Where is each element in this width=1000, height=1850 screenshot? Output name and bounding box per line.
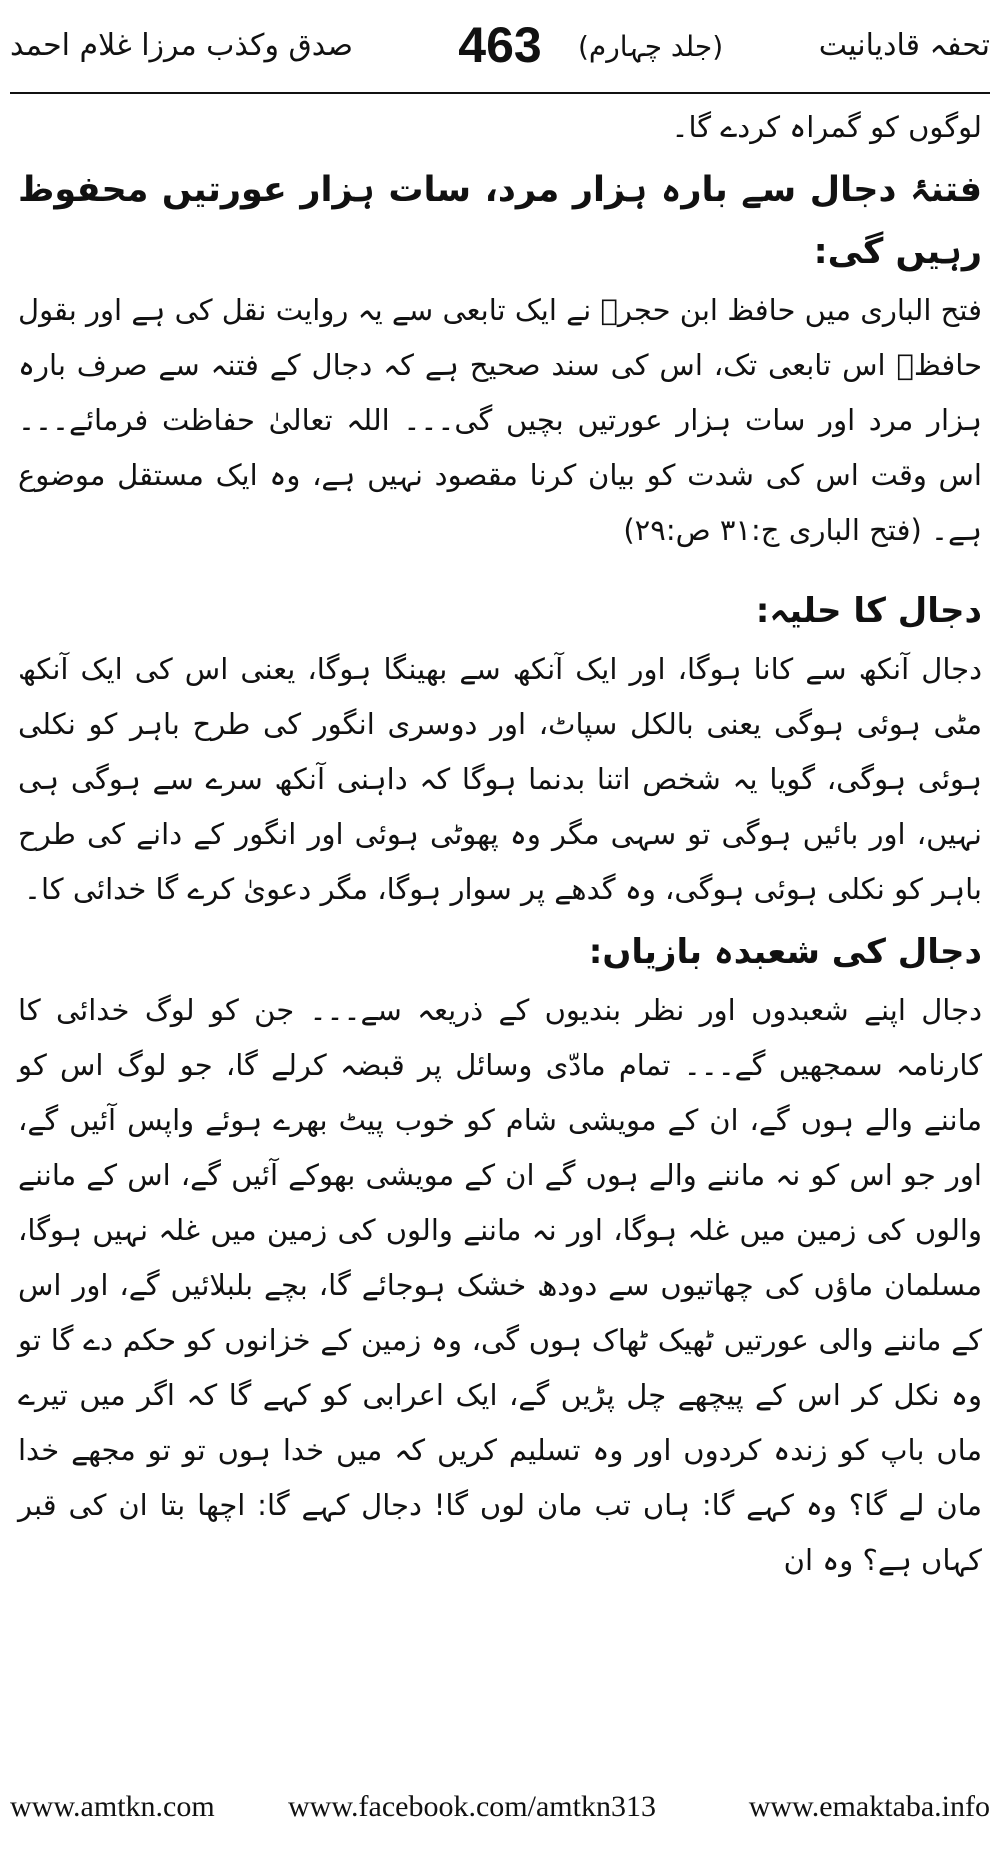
footer-link-facebook[interactable]: www.facebook.com/amtkn313 (288, 1790, 656, 1823)
section-heading-appearance: دجال کا حلیہ: (755, 591, 982, 631)
page-body (18, 100, 982, 1740)
paragraph-fitna (18, 283, 982, 558)
intro-line: لوگوں کو گمراہ کردے گا۔ (671, 110, 982, 144)
page-footer (10, 1790, 990, 1830)
page-number: 463 (458, 17, 542, 73)
footer-link-amtkn[interactable]: www.amtkn.com (10, 1790, 215, 1823)
book-title: تحفہ قادیانیت (818, 28, 990, 63)
section-heading-tricks: دجال کی شعبدہ بازیاں: (588, 932, 982, 972)
reference-citation: (فتح الباری ج:۳۱ ص:۲۹) (623, 513, 922, 547)
page-header (10, 10, 990, 92)
paragraph-fitna-text: فتح الباری میں حافظ ابن حجرؒ نے ایک تابعی سے یہ روایت نقل کی ہے اور بقول حافظؒ اس تابعی تک، اس کی سند صحیح ہے کہ دجال کے فتنہ سے صرف بارہ ہزار مرد اور سات ہزار عورتیں بچیں گی۔۔۔ اللہ تعالیٰ حفاظت فرمائے۔۔۔ اس وقت اس کی شدت کو بیان کرنا مقصود نہیں ہے، وہ ایک مستقل موضوع ہے۔ (18, 293, 982, 547)
volume-label: (جلد چہارم) (578, 30, 724, 63)
paragraph-appearance: دجال آنکھ سے کانا ہوگا، اور ایک آنکھ سے بھینگا ہوگا، یعنی اس کی ایک آنکھ مٹی ہوئی ہوگی یعنی بالکل سپاٹ، اور دوسری انگور کی طرح باہر کو نکلی ہوئی ہوگی، گویا یہ شخص اتنا بدنما ہوگا کہ داہنی آنکھ سرے سے ہوگی ہی نہیں، اور بائیں ہوگی تو سہی مگر وہ پھوٹی ہوئی اور انگور کے دانے کی طرح باہر کو نکلی ہوئی ہوگی، وہ گدھے پر سوار ہوگا، مگر دعویٰ کرے گا خدائی کا۔ (18, 652, 982, 906)
spacer (18, 558, 982, 576)
chapter-title: صدق وکذب مرزا غلام احمد (10, 28, 353, 63)
paragraph-tricks: دجال اپنے شعبدوں اور نظر بندیوں کے ذریعہ سے۔۔۔ جن کو لوگ خدائی کا کارنامہ سمجھیں گے۔۔۔ تمام مادّی وسائل پر قبضہ کرلے گا، جو لوگ اس کو ماننے والے ہوں گے، ان کے مویشی شام کو خوب پیٹ بھرے ہوئے واپس آئیں گے، اور جو اس کو نہ ماننے والے ہوں گے ان کے مویشی بھوکے آئیں گے، اس کے ماننے والوں کی زمین میں غلہ ہوگا، اور نہ ماننے والوں کی زمین میں غلہ نہیں ہوگا، مسلمان ماؤں کی چھاتیوں سے دودھ خشک ہوجائے گا، بچے بلبلائیں گے، اور اس کے ماننے والی عورتیں ٹھیک ٹھاک ہوں گی، وہ زمین کے خزانوں کو حکم دے گا تو وہ نکل کر اس کے پیچھے چل پڑیں گے، ایک اعرابی کو کہے گا کہ اگر میں تیرے ماں باپ کو زندہ کردوں اور وہ تسلیم کریں کہ میں خدا ہوں تو تو مجھے خدا مان لے گا؟ وہ کہے گا: ہاں تب مان لوں گا! دجال کہے گا: اچھا بتا ان کی قبر کہاں ہے؟ وہ ان (18, 993, 982, 1577)
footer-link-emaktaba[interactable]: www.emaktaba.info (748, 1790, 990, 1823)
section-heading-fitna: فتنۂ دجال سے بارہ ہزار مرد، سات ہزار عورتیں محفوظ رہیں گی: (18, 170, 982, 272)
header-divider (10, 92, 990, 94)
